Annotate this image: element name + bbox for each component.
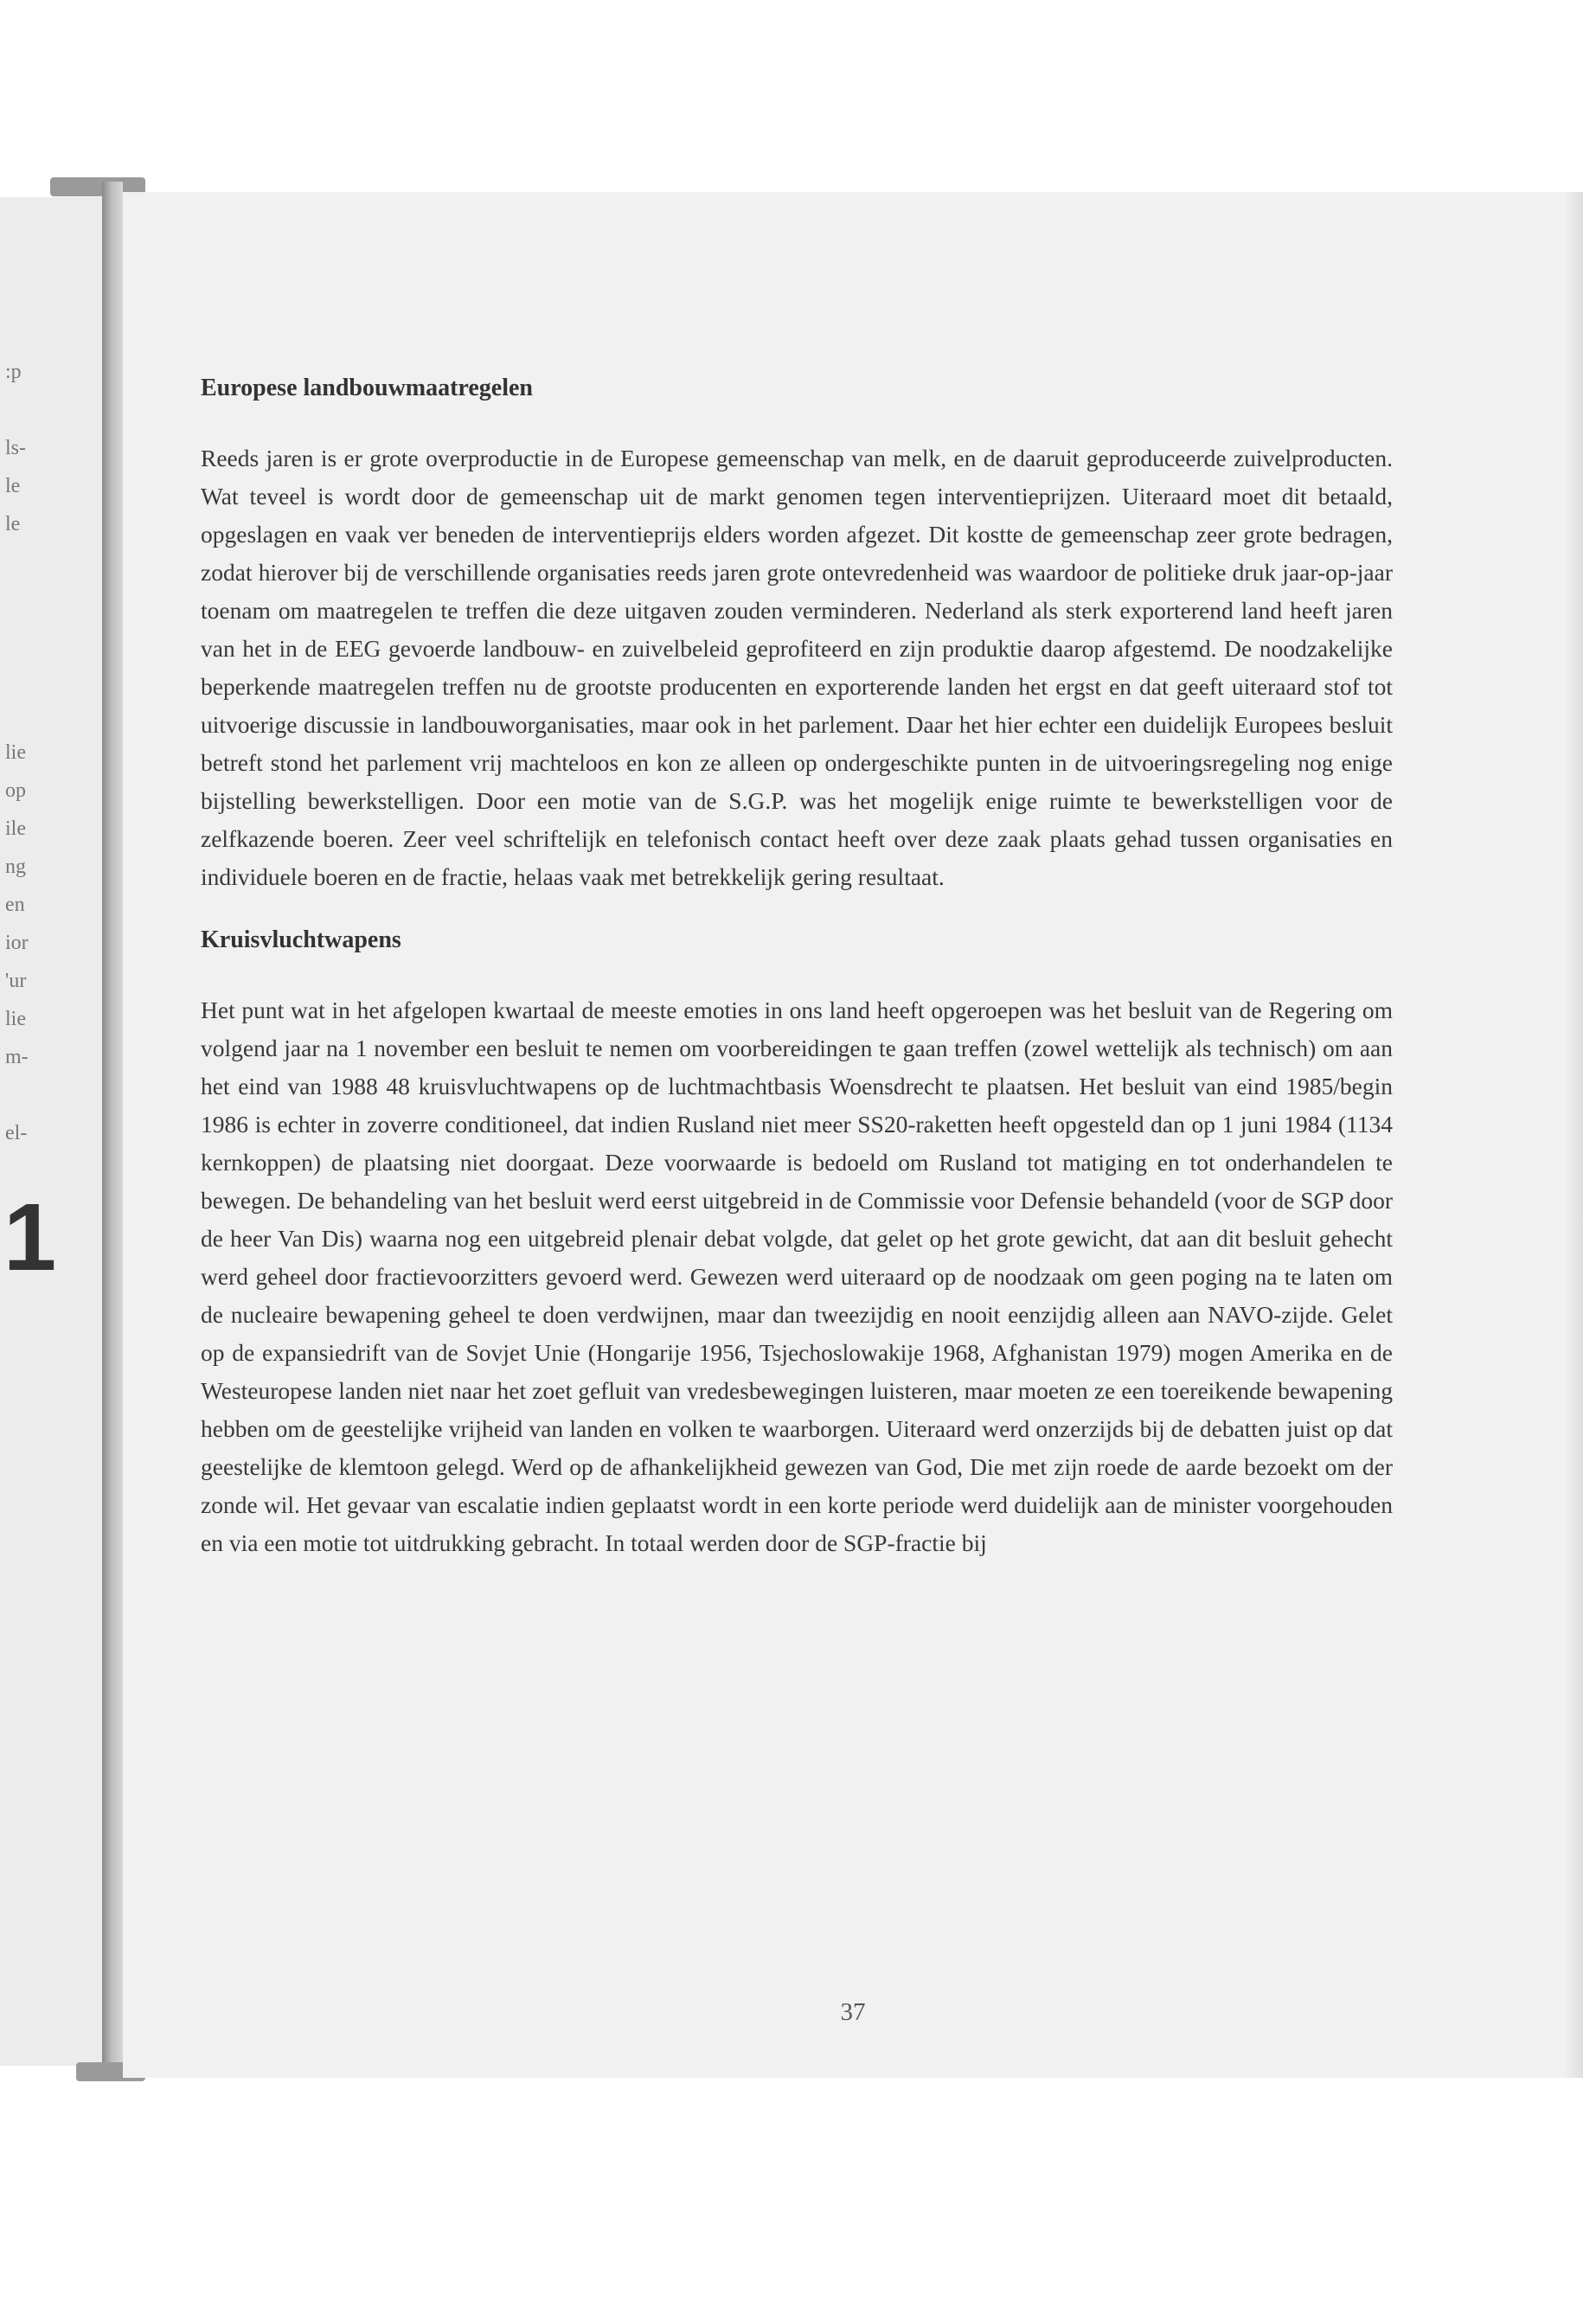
document-page (123, 192, 1583, 2078)
facing-page-large-glyph: 1 (3, 1184, 57, 1291)
facing-page-fragment: :p (5, 361, 22, 383)
section-body-kruisvluchtwapens: Het punt wat in het afgelopen kwartaal de meeste emoties in ons land heeft opgeroepen was het besluit van de Regering om volgend jaar na 1 november een besluit te nemen om voorbereidingen te gaan treffen (zowel wettelijk als technisch) om aan het eind van 1988 48 kruisvluchtwapens op de luchtmachtbasis Woensdrecht te plaatsen. Het besluit van eind 1985/begin 1986 is echter in zoverre conditioneel, dat indien Rusland niet meer SS20-raketten heeft opgesteld dan op 1 juni 1984 (1134 kernkoppen) de plaatsing niet doorgaat. Deze voorwaarde is bedoeld om Rusland tot matiging en tot onderhandelen te bewegen. De behandeling van het besluit werd eerst uitgebreid in de Commissie voor Defensie behandeld (voor de SGP door de heer Van Dis) waarna nog een uitgebreid plenair debat volgde, dat gelet op het grote gewicht, dat aan dit besluit gehecht werd geheel door fractievoorzitters gevoerd werd. Gewezen werd uiteraard op de noodzaak om geen poging na te laten om de nucleaire bewapening geheel te doen verdwijnen, maar dan tweezijdig en nooit eenzijdig alleen aan NAVO-zijde. Gelet op de expansiedrift van de Sovjet Unie (Hongarije 1956, Tsjechoslowakije 1968, Afghanistan 1979) mogen Amerika en de Westeuropese landen niet naar het zoet gefluit van vredesbewegingen luisteren, maar moeten ze een toereikende bewapening hebben om de geestelijke vrijheid van landen en volken te waarborgen. Uiteraard werd onzerzijds bij de debatten juist op dat geestelijke de klemtoon gelegd. Werd op de afhankelijkheid gewezen van God, Die met zijn roede de aarde bezoekt om der zonde wil. Het gevaar van escalatie indien geplaatst wordt in een korte periode werd duidelijk aan de minister voorgehouden en via een motie tot uitdrukking gebracht. In totaal werden door de SGP-fractie bij (201, 997, 1393, 1556)
section-heading-landbouw: Europese landbouwmaatregelen (201, 375, 533, 401)
page-content (201, 374, 1393, 1562)
facing-page-fragment: 'ur (5, 970, 27, 992)
facing-page-fragment: le (5, 513, 21, 535)
facing-page-sliver (0, 197, 102, 2066)
facing-page-fragment: lie (5, 1008, 26, 1030)
section-heading-kruisvluchtwapens: Kruisvluchtwapens (201, 926, 401, 953)
section-body-landbouw: Reeds jaren is er grote overproductie in de Europese gemeenschap van melk, en de daaruit geproduceerde zuivelproducten. Wat teveel is wordt door de gemeenschap uit de markt genomen tegen interventieprijzen. Uiteraard moet dit betaald, opgeslagen en vaak ver beneden de interventieprijs elders worden afgezet. Dit kostte de gemeenschap zeer grote bedragen, zodat hierover bij de verschillende organisaties reeds jaren grote ontevredenheid was waardoor de politieke druk jaar-op-jaar toenam om maatregelen te treffen die deze uitgaven zouden verminderen. Nederland als sterk exporterend land heeft jaren van het in de EEG gevoerde landbouw- en zuivelbeleid geprofiteerd en zijn produktie daarop afgestemd. De noodzakelijke beperkende maatregelen treffen nu de grootste producenten en exporterende landen het ergst en dat geeft uiteraard stof tot uitvoerige discussie in landbouworganisaties, maar ook in het parlement. Daar het hier echter een duidelijk Europees besluit betreft stond het parlement vrij machteloos en kon ze alleen op ondergeschikte punten in de uitvoeringsregeling nog enige bijstelling bewerkstelligen. Door een motie van de S.G.P. was het mogelijk enige ruimte te bewerkstelligen voor de zelfkazende boeren. Zeer veel schriftelijk en telefonisch contact heeft over deze zaak plaats gehad tussen organisaties en individuele boeren en de fractie, helaas vaak met betrekkelijk gering resultaat. (201, 445, 1393, 890)
page-edge-shadow (1564, 192, 1583, 2078)
facing-page-fragment: ior (5, 932, 29, 954)
facing-page-fragment: ls- (5, 437, 26, 459)
facing-page-fragment: el- (5, 1122, 28, 1144)
facing-page-fragment: ile (5, 817, 26, 840)
book-spine (102, 182, 123, 2076)
facing-page-fragment: ng (5, 856, 26, 878)
facing-page-fragment: m- (5, 1046, 29, 1068)
facing-page-fragment: en (5, 894, 25, 916)
facing-page-fragment: op (5, 779, 26, 802)
facing-page-fragment: le (5, 475, 21, 497)
page-number: 37 (840, 1998, 866, 2026)
facing-page-fragment: lie (5, 741, 26, 764)
